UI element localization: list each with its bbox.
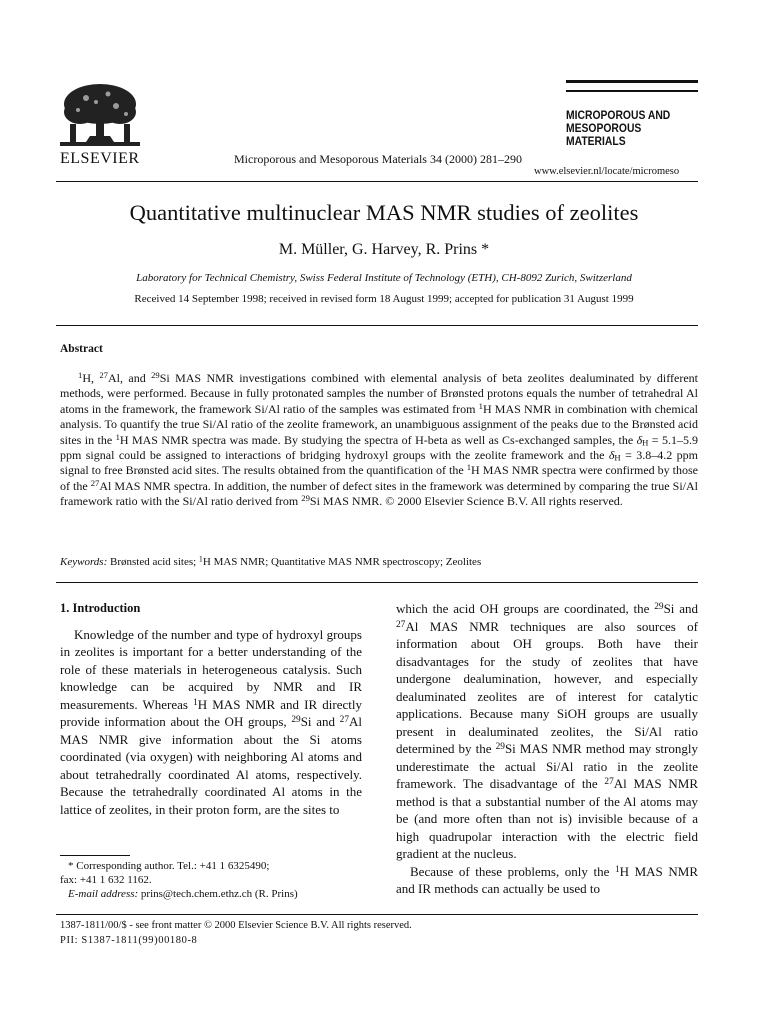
journal-name-line: MESOPOROUS MATERIALS <box>566 123 642 148</box>
keywords: Keywords: Brønsted acid sites; $^1$H MAS NMR; Quantitative MAS NMR spectroscopy; Zeolites <box>60 554 482 568</box>
journal-rule <box>566 80 698 83</box>
journal-citation: Microporous and Mesoporous Materials 34 (2000) 281–290 <box>234 152 522 166</box>
abstract-heading: Abstract <box>60 343 103 355</box>
section-heading: 1. Introduction <box>60 601 141 615</box>
body-column-left <box>60 600 362 818</box>
footnote-rule <box>60 855 130 856</box>
publisher-name: ELSEVIER <box>60 150 140 167</box>
title-divider <box>56 325 698 326</box>
journal-url-link[interactable]: www.elsevier.nl/locate/micromeso <box>534 166 680 177</box>
header-divider <box>56 181 698 182</box>
body-column-right <box>396 600 698 898</box>
email-label: E-mail address: <box>68 888 139 900</box>
bottom-divider <box>56 914 698 915</box>
intro-paragraph: Knowledge of the number and type of hydroxyl groups in zeolites is important for a better understanding of the role of these materials in heterogeneous catalysis. Such knowledge can be acquired by NMR and IR measurements. Whereas $^1$H MAS NMR and IR directly provide information about the OH groups, $^{29}$Si and $^{27}$Al MAS NMR give information about the Si atoms coordinated (via oxygen) with neighboring Al atoms and about tetrahedrally coordinated Al atoms, respectively. Because the tetrahedrally coordinated Al atoms in the lattice of zeolites, in their proton form, are the sites to <box>60 626 362 817</box>
journal-rule <box>566 90 698 92</box>
journal-name-line: MICROPOROUS AND <box>566 110 671 122</box>
corresponding-author-footnote: * Corresponding author. Tel.: +41 1 6325490; fax: +41 1 632 1162. E-mail address: prins@tech.chem.ethz.ch (R. Prins) <box>60 860 298 900</box>
intro-paragraph: which the acid OH groups are coordinated, the $^{29}$Si and $^{27}$Al MAS NMR techniques are also sources of information about OH groups. Both have their disadvantages for the study of zeolites that have undergone dealumination, however, and especially dealuminated zeolites are of interest for catalytic applications. Because many SiOH groups are usually present in dealuminated zeolites, the Si/Al ratio determined by the $^{29}$Si MAS NMR method may strongly underestimate the actual Si/Al ratio in the zeolite framework. The disadvantage of the $^{27}$Al MAS NMR method is that a substantial number of the Al atoms may be (and more often than not is) invisible because of a high quadrupolar interaction with the electric field gradient at the nucleus. <box>396 601 698 861</box>
article-history: Received 14 September 1998; received in revised form 18 August 1999; accepted for publication 31 August 1999 <box>134 293 634 305</box>
article-title: Quantitative multinuclear MAS NMR studies of zeolites <box>129 200 639 225</box>
keywords-label: Keywords: <box>60 556 108 568</box>
abstract-divider <box>56 582 698 583</box>
author-email[interactable]: prins@tech.chem.ethz.ch (R. Prins) <box>138 888 298 900</box>
abstract-text: $^1$H, $^{27}$Al, and $^{29}$Si MAS NMR investigations combined with elemental analysis of beta zeolites dealuminated by different methods, were performed. Because in fully protonated samples the number of Brønsted protons equals the number of tetrahedral Al atoms in the framework, the framework Si/Al ratio of the samples was estimated from $^1$H MAS NMR in combination with chemical analysis. To quantify the true Si/Al ratio of the zeolite framework, an unambiguous assignment of the peaks due to the Brønsted acid sites in the $^1$H MAS NMR spectra was made. By studying the spectra of H-beta as well as Cs-exchanged samples, the $\delta_H = 5.1-5.9$ ppm signal could be assigned to interactions of bridging hydroxyl groups with the zeolite framework and the $\delta_H = 3.8-4.2$ ppm signal to free Brønsted acid sites. The results obtained from the quantification of the $^1$H MAS NMR spectra were confirmed by those of the $^{27}$Al MAS NMR spectra. In addition, the number of defect sites in the framework was determined by comparing the true Si/Al framework ratio with the Si/Al ratio derived from $^{29}$Si MAS NMR. © 2000 Elsevier Science B.V. All rights reserved. <box>60 370 699 509</box>
author-affiliation: Laboratory for Technical Chemistry, Swiss Federal Institute of Technology (ETH), CH-8092 Zurich, Switzerland <box>136 272 632 284</box>
copyright-notice: 1387-1811/00/$ - see front matter © 2000 Elsevier Science B.V. All rights reserved. <box>60 920 412 931</box>
pii-identifier: PII: S1387-1811(99)00180-8 <box>60 935 198 946</box>
journal-name <box>566 110 692 149</box>
article-authors: M. Müller, G. Harvey, R. Prins * <box>278 241 490 258</box>
intro-paragraph: Because of these problems, only the $^1$H MAS NMR and IR methods can actually be used to <box>396 863 698 896</box>
elsevier-tree-logo <box>56 80 144 152</box>
